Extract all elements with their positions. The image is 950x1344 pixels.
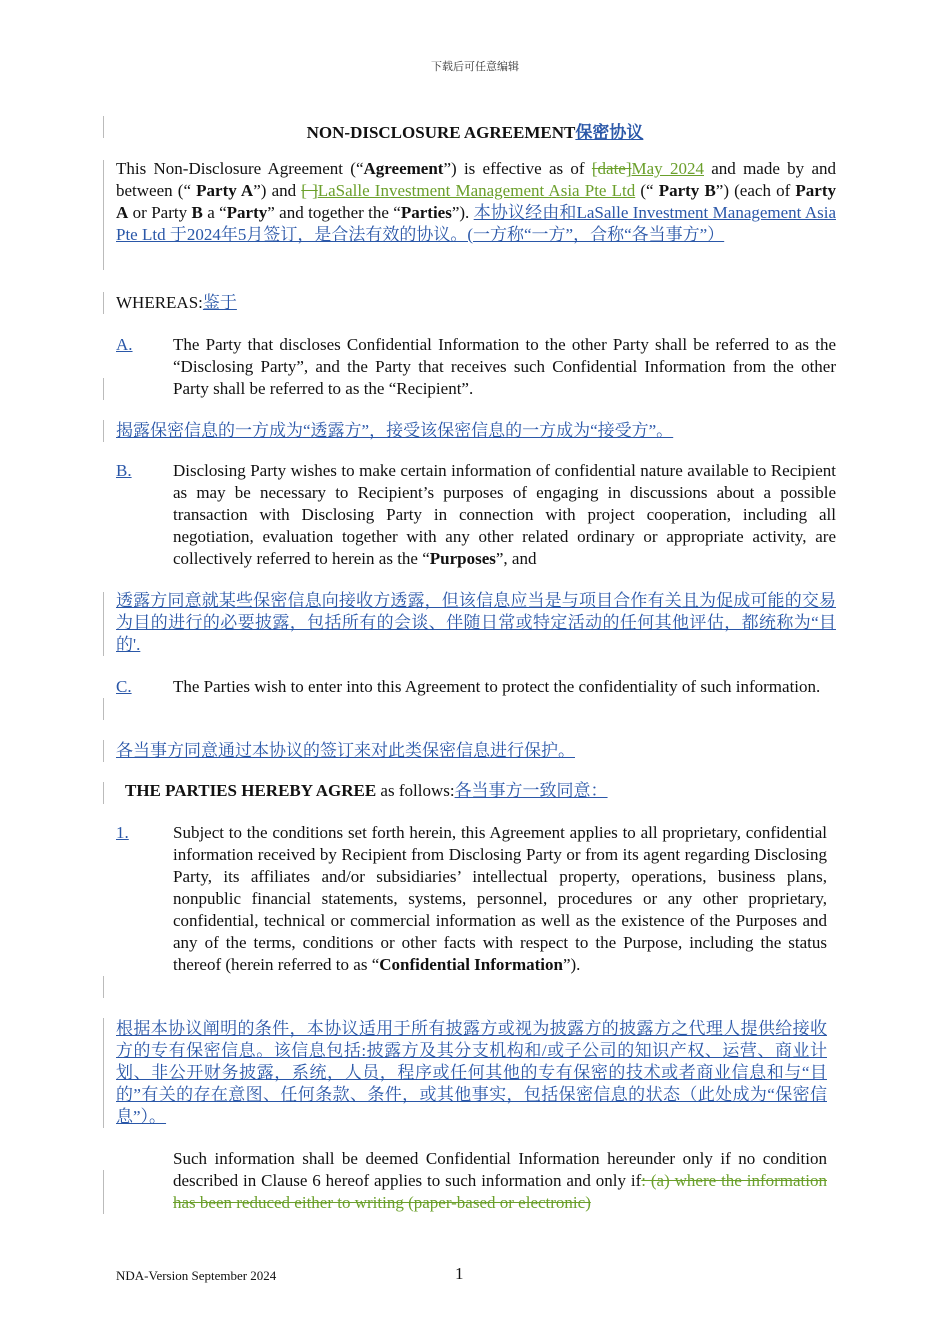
change-bar (103, 420, 104, 442)
page-number: 1 (455, 1264, 464, 1283)
clause-label: 1. (116, 823, 129, 842)
change-bar (103, 740, 104, 762)
recital-label: C. (116, 677, 132, 696)
party-b-name: LaSalle Investment Management Asia Pte Ltd (317, 181, 636, 200)
change-bar (103, 160, 104, 270)
clause-1: Subject to the conditions set forth herein, this Agreement applies to all proprietary, confidential information received by Recipient from Disclosing Party or from its agent regarding Disclosing Party, its affiliates and/or subsidiaries’ intellectual property, operations, business plans, nonpublic financial statements, systems, personnel, procedures or any other proprietary, confidential, technical or commercial information as well as the existence of the Purposes and any of the terms, conditions or other facts with respect to the Purpose, including the status thereof (herein referred to as “Confidential Information”). (173, 823, 827, 974)
clause-1-continued: Such information shall be deemed Confidential Information hereunder only if no condition described in Clause 6 hereof applies to such information and only if: (a) where the information has been reduced either to writing (paper-based or electronic) (173, 1149, 827, 1212)
recital-a-chinese: 揭露保密信息的一方成为“透露方”，接受该保密信息的一方成为“接受方”。 (116, 421, 674, 440)
change-bar (103, 292, 104, 314)
recital-b-chinese: 透露方同意就某些保密信息向接收方透露，但该信息应当是与项目合作有关且为促成可能的交易为目的进行的必要披露，包括所有的会谈、伴随日常或特定活动的任何其他评估，都统称为“目的'. (116, 591, 836, 654)
intro-chinese: 本协议经由和LaSalle Investment Management Asia Pte Ltd 于2024年5月签订，是合法有效的协议。(一方称“一方”，合称“各当事方”） (116, 203, 836, 244)
change-bar (103, 1018, 104, 1128)
footer-version: NDA-Version September 2024 (116, 1268, 277, 1283)
recital-c-chinese: 各当事方同意通过本协议的签订来对此类保密信息进行保护。 (116, 741, 575, 760)
clause-1-chinese: 根据本协议阐明的条件，本协议适用于所有披露方或视为披露方的披露方之代理人提供给接收方的专有保密信息。该信息包括:披露方及其分支机构和/或子公司的知识产权、运营、商业计划、非公开财务披露，系统，人员，程序或任何其他的专有保密的技术或者商业信息和与“目的”有关的存在意图、任何条款、条件，或其他事实，包括保密信息的状态（此处成为“保密信息”）。 (116, 1019, 827, 1126)
change-bar (103, 698, 104, 720)
recital-c: The Parties wish to enter into this Agreement to protect the confidentiality of such information. (173, 677, 821, 696)
recital-label: A. (116, 335, 133, 354)
change-bar (103, 782, 104, 804)
inserted-date: May 2024 (631, 159, 704, 178)
header-note: 下载后可任意编辑 (431, 61, 519, 73)
intro-paragraph: This Non-Disclosure Agreement (“Agreement”) is effective as of [date]May 2024 and made by and between (“ Party A”) and [ ]LaSalle Investment Management Asia Pte Ltd (“ Party B”) (each of Party A or Party B a “Party” and together the “Parties”). 本协议经由和LaSalle Investment Management Asia Pte Ltd 于2024年5月签订，是合法有效的协议。(一方称“一方”，合称“各当事方”） (116, 159, 836, 244)
recital-a: The Party that discloses Confidential Information to the other Party shall be referred to as the “Disclosing Party”, and the Party that receives such Confidential Information from the other Party shall be referred to as the “Recipient”. (173, 335, 836, 398)
agreement-heading: THE PARTIES HEREBY AGREE as follows:各当事方一致同意： (125, 781, 608, 800)
change-bar (103, 592, 104, 656)
whereas-heading: WHEREAS:鉴于 (116, 293, 237, 312)
recital-b: Disclosing Party wishes to make certain information of confidential nature available to Recipient as may be necessary to Recipient’s purposes of engaging in discussions about a possible transaction with Disclosing Party in connection with project cooperation, including all negotiation, evaluation together with any other related ordinary or appropriate activity, are collectively referred to herein as the “Purposes”, and (173, 461, 836, 568)
change-bar (103, 976, 104, 998)
deleted-blank: [ ] (301, 181, 318, 200)
deleted-date: [date] (591, 159, 632, 178)
page-title: NON-DISCLOSURE AGREEMENT保密协议 (306, 123, 644, 142)
change-bar (103, 1170, 104, 1214)
recital-label: B. (116, 461, 132, 480)
change-bar (103, 378, 104, 400)
deleted-text: : (a) where the information has been reduced either to writing (paper-based or electronic) (173, 1171, 827, 1212)
